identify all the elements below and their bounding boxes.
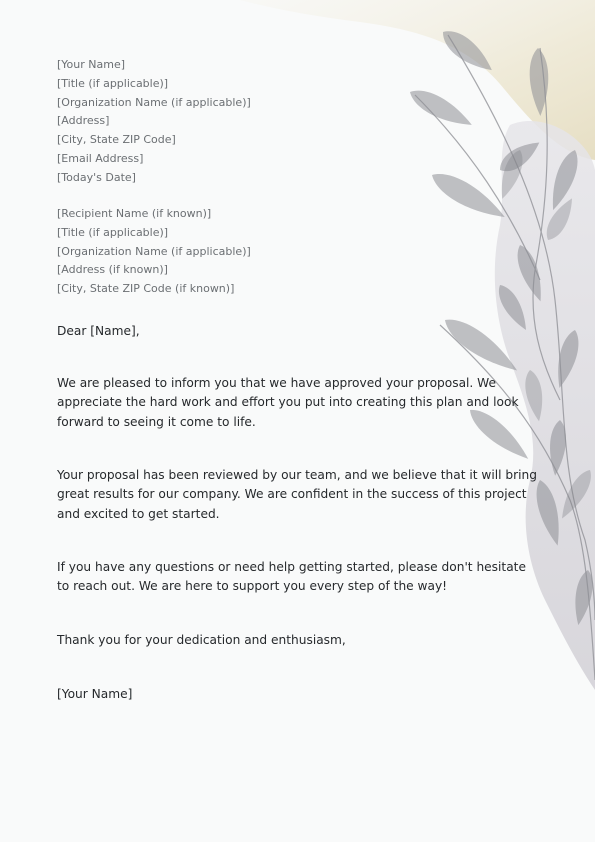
recipient-address-block [57, 205, 251, 299]
sender-organization: [Organization Name (if applicable)] [57, 95, 251, 109]
paragraph-text: If you have any questions or need help getting started, please don't hesitate to reach out. We are here to support you every step of the way! [57, 560, 526, 594]
recipient-organization: [Organization Name (if applicable)] [57, 244, 251, 258]
recipient-title: [Title (if applicable)] [57, 225, 169, 239]
sender-city-state-zip: [City, State ZIP Code] [57, 133, 176, 147]
recipient-address: [Address (if known)] [57, 263, 168, 277]
recipient-name: [Recipient Name (if known)] [57, 207, 212, 220]
sender-title: [Title (if applicable)] [57, 76, 169, 90]
paragraph-text: Your proposal has been reviewed by our team, and we believe that it will bring great results for our company. We are confident in the success of this project and excited to get started. [57, 468, 537, 521]
closing-line: Thank you for your dedication and enthusiasm, [57, 633, 346, 647]
body-paragraph [57, 374, 537, 432]
signature-name: [Your Name] [57, 687, 133, 701]
sender-address-block [57, 56, 251, 188]
sender-email: [Email Address] [57, 151, 144, 165]
sender-name: [Your Name] [57, 58, 126, 71]
recipient-city-state-zip: [City, State ZIP Code (if known)] [57, 282, 235, 296]
salutation: Dear [Name], [57, 324, 140, 338]
body-paragraph [57, 558, 537, 597]
body-paragraph [57, 466, 537, 524]
paragraph-text: We are pleased to inform you that we have approved your proposal. We appreciate the hard work and effort you put into creating this plan and look forward to seeing it come to life. [57, 376, 519, 429]
sender-address: [Address] [57, 114, 110, 128]
letter-date: [Today's Date] [57, 170, 136, 184]
